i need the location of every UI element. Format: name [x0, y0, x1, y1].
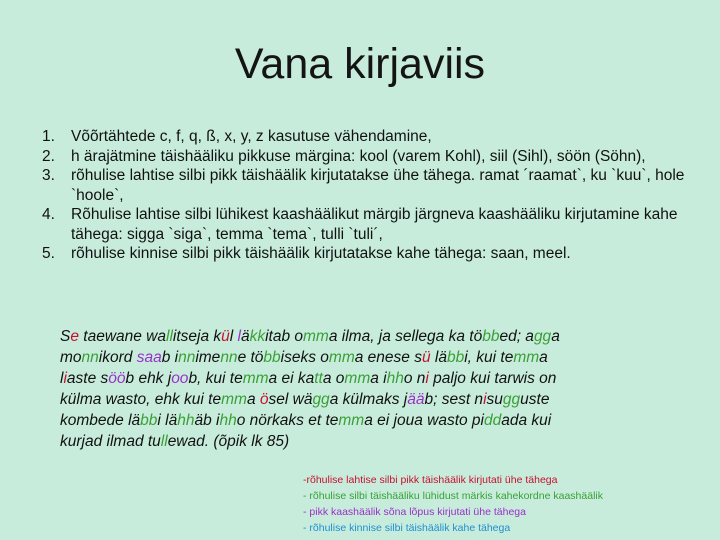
quote-segment: e tö [237, 349, 264, 366]
quote-segment: öö [108, 370, 126, 387]
quote-segment: a ei joua wasto pi [364, 412, 484, 429]
quote-segment: kombede lä [60, 412, 141, 429]
quote-segment: mm [303, 328, 329, 345]
quote-segment: S [60, 328, 71, 345]
quote-segment: ü [221, 328, 230, 345]
quote-segment: mo [60, 349, 82, 366]
quote-segment: saa [136, 349, 162, 366]
quote-segment: ikord [98, 349, 137, 366]
quote-segment: i [425, 370, 429, 387]
quote-segment: nn [220, 349, 238, 366]
quote-segment: bb [263, 349, 281, 366]
quote-segment: ä [240, 328, 250, 345]
quote-segment: bb [140, 412, 158, 429]
legend-item-blue: - rõhulise kinnise silbi täishäälik kahe tähega [303, 522, 511, 534]
quote-segment: bb [482, 328, 500, 345]
quote-segment: mm [328, 349, 355, 366]
quote-segment: paljo kui tarwis on [428, 370, 557, 387]
quote-segment: itseja k [172, 328, 222, 345]
quote-segment: lä [430, 349, 447, 366]
quote-segment: ü [421, 349, 431, 366]
quote-segment: mm [338, 412, 365, 429]
quote-segment: b; sest n [424, 391, 484, 408]
quote-line [60, 347, 660, 368]
quote-segment: l [60, 370, 64, 387]
quote-segment: o n [403, 370, 426, 387]
quote-segment: ime [195, 349, 221, 366]
quote-segment: i, kui te [464, 349, 514, 366]
quote-segment: sel wä [268, 391, 313, 408]
quote-segment: a [551, 328, 560, 345]
legend-item-purple: - pikk kaashäälik sõna lõpus kirjutati ühe tähega [303, 506, 526, 518]
slide-title: Vana kirjaviis [234, 40, 486, 88]
quote-segment: a [539, 349, 548, 366]
quote-segment: mm [513, 349, 540, 366]
quote-segment: ll [160, 433, 168, 450]
quote-segment: hh [386, 370, 404, 387]
rule-item [42, 147, 702, 167]
quote-segment: a enese s [354, 349, 422, 366]
quote-segment: nn [178, 349, 196, 366]
quote-segment: ewad. (õpik lk 85) [167, 433, 290, 450]
quote-segment: gg [312, 391, 330, 408]
legend-item-red: -rõhulise lahtise silbi pikk täishäälik kirjutati ühe tähega [303, 474, 558, 486]
quote-segment: ää [407, 391, 425, 408]
quote-segment: o nörkaks et te [236, 412, 339, 429]
quote-segment: mm [242, 370, 269, 387]
quote-segment: ö [259, 391, 269, 408]
quote-segment: a o [322, 370, 345, 387]
legend-item-green: - rõhulise silbi täishääliku lühidust märkis kahekordne kaashäälik [303, 490, 603, 502]
rule-item [42, 244, 702, 264]
quote-segment: külma wasto, ehk kui te [60, 391, 222, 408]
quote-segment: su [486, 391, 503, 408]
quote-segment: gg [502, 391, 521, 408]
quote-segment: mm [221, 391, 247, 408]
quote-segment: a i [370, 370, 387, 387]
quote-segment: uste [520, 391, 550, 408]
quote-segment: nn [81, 349, 99, 366]
rule-text: rõhulise lahtise silbi pikk täishäälik kirjutatakse ühe tähega. ramat ´raamat`, ku `kuu`, hole `hoole`, [71, 167, 685, 204]
quote-segment: dd [484, 412, 502, 429]
quote-segment: hh [177, 412, 195, 429]
example-quote [60, 326, 660, 452]
quote-segment: l [229, 328, 238, 345]
rule-text: Võõrtähtede c, f, q, ß, x, y, z kasutuse vähendamine, [71, 128, 432, 145]
rule-number: 2. [42, 147, 55, 165]
quote-segment: hh [219, 412, 237, 429]
rule-number: 1. [42, 128, 55, 145]
quote-segment: mm [344, 370, 371, 387]
rule-text: rõhulise kinnise silbi pikk täishäälik kirjutatakse kahe tähega: saan, meel. [71, 245, 571, 262]
color-legend [303, 472, 703, 536]
quote-segment: i lä [157, 412, 178, 429]
quote-segment: kk [249, 328, 266, 345]
quote-segment: b ehk j [125, 370, 172, 387]
rule-item [42, 205, 702, 244]
rule-text: h ärajätmine täishääliku pikkuse märgina: kool (varem Kohl), siil (Sihl), söön (Söhn), [71, 147, 646, 165]
quote-segment: bb [446, 349, 465, 366]
quote-segment: gg [533, 328, 552, 345]
quote-segment: a [246, 391, 260, 408]
rule-item [42, 166, 702, 205]
rule-number: 3. [42, 167, 55, 184]
quote-line [60, 326, 660, 347]
rule-number: 4. [42, 206, 55, 223]
quote-segment: taewane wa [78, 328, 166, 345]
rule-number: 5. [42, 245, 55, 262]
rule-text: Rõhulise lahtise silbi lühikest kaashäälikut märgib järgneva kaashääliku kirjutamine kahe tähega: sigga `siga`, temma `tema`, tulli `tuli´, [71, 206, 678, 243]
quote-line [60, 431, 660, 452]
quote-segment: ada kui [501, 412, 552, 429]
quote-segment: oo [171, 370, 189, 387]
quote-segment: ll [166, 328, 173, 345]
quote-segment: tt [314, 370, 323, 387]
rule-item [42, 127, 702, 147]
quote-segment: b, kui te [188, 370, 243, 387]
quote-segment: i [63, 370, 67, 387]
quote-segment: b i [161, 349, 179, 366]
quote-segment: i [483, 391, 487, 408]
quote-segment: e [70, 328, 79, 345]
quote-line [60, 389, 660, 410]
quote-segment: äb i [194, 412, 220, 429]
quote-segment: aste s [66, 370, 109, 387]
quote-segment: ed; a [499, 328, 534, 345]
quote-segment: itab o [265, 328, 304, 345]
quote-segment: a ilma, ja sellega ka tö [328, 328, 483, 345]
quote-line [60, 410, 660, 431]
quote-segment: a ei ka [268, 370, 315, 387]
quote-segment: kurjad ilmad tu [60, 433, 161, 450]
quote-line [60, 368, 660, 389]
quote-segment: l [237, 328, 241, 345]
quote-segment: iseks o [280, 349, 329, 366]
quote-segment: a külmaks j [329, 391, 408, 408]
rules-list [42, 127, 702, 264]
